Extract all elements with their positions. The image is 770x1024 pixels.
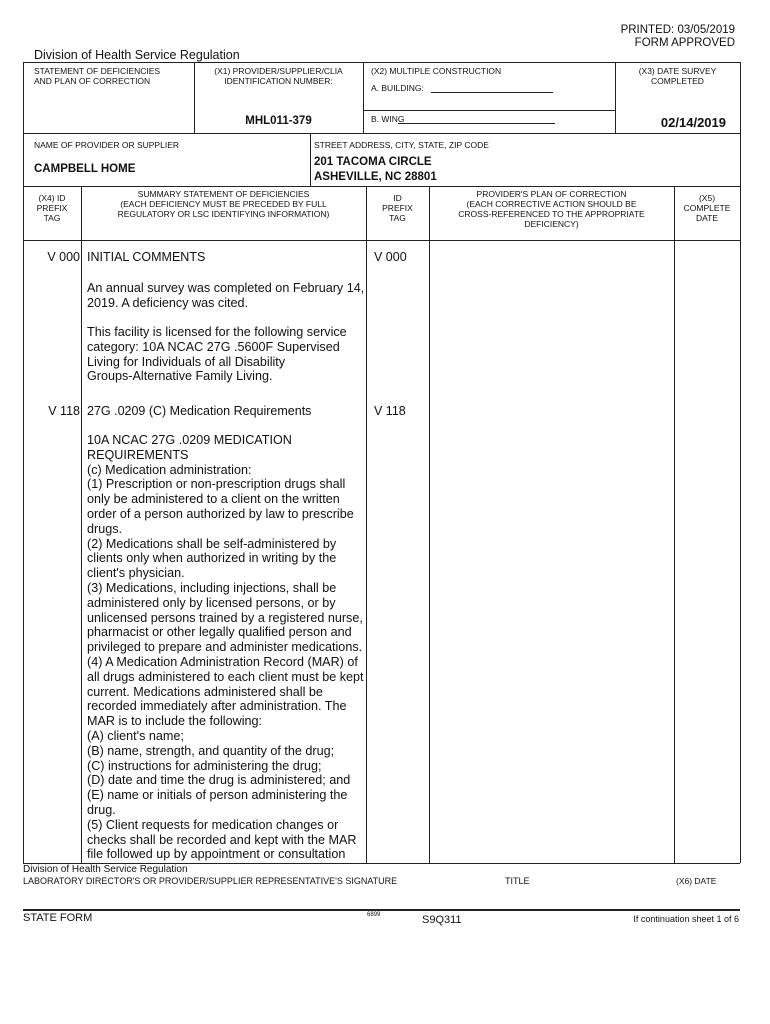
survey-date-value: 02/14/2019 xyxy=(660,115,726,130)
agency-name: Division of Health Service Regulation xyxy=(34,48,240,62)
state-form-label: STATE FORM xyxy=(23,912,93,924)
wing-label: B. WING xyxy=(371,114,405,124)
address-label: STREET ADDRESS, CITY, STATE, ZIP CODE xyxy=(314,140,489,150)
entry-tag: V 118 xyxy=(48,404,80,418)
paragraph-license: This facility is licensed for the following service category: 10A NCAC 27G .5600F Supervised Living for Individuals of all Disability Groups-Alternative Family Living. xyxy=(87,325,347,384)
signature-label: LABORATORY DIRECTOR'S OR PROVIDER/SUPPLIER REPRESENTATIVE'S SIGNATURE xyxy=(23,876,398,886)
printed-date: PRINTED: 03/05/2019 xyxy=(620,24,735,36)
date-label: (X6) DATE xyxy=(676,876,717,886)
statement-label: STATEMENT OF DEFICIENCIES AND PLAN OF CORRECTION xyxy=(34,66,161,86)
x5-header: (X5) COMPLETE DATE xyxy=(683,193,731,223)
form-code: 6899 xyxy=(367,912,381,918)
x3-label: (X3) DATE SURVEY COMPLETED xyxy=(638,66,717,86)
title-label: TITLE xyxy=(505,876,530,886)
x2-label: (X2) MULTIPLE CONSTRUCTION xyxy=(371,66,502,76)
entry-title: INITIAL COMMENTS xyxy=(87,250,206,264)
provider-id-value: MHL011-379 xyxy=(245,115,312,127)
continuation-sheet: If continuation sheet 1 of 6 xyxy=(633,914,739,924)
footer-divider xyxy=(23,909,740,911)
provider-name-value: CAMPBELL HOME xyxy=(34,163,136,175)
form-approved: FORM APPROVED xyxy=(634,37,735,49)
entry-tag-right: V 000 xyxy=(374,250,407,264)
entry-title: 27G .0209 (C) Medication Requirements xyxy=(87,404,312,418)
plan-header: PROVIDER'S PLAN OF CORRECTION (EACH CORRECTIVE ACTION SHOULD BE CROSS-REFERENCED TO THE APPROPRIATE DEFICIENCY) xyxy=(458,189,645,229)
id-prefix-header: ID PREFIX TAG xyxy=(382,193,413,223)
entry-tag: V 000 xyxy=(47,250,80,264)
paragraph-medication-rules: 10A NCAC 27G .0209 MEDICATION REQUIREMENTS (c) Medication administration: (1) Prescription or non-prescription drugs shall only be administered to a client on the written order of a person authorized by law to prescribe drugs. (2) Medications shall be self-administered by clients only when authorized in writing by the client's physician. (3) Medications, including injections, shall be administered only by licensed persons, or by unlicensed persons trained by a registered nurse, pharmacist or other legally qualified person and privileged to prepare and administer medications. (4) A Medication Administration Record (MAR) of all drugs administered to each client must be kept current. Medications administered shall be recorded immediately after administration. The MAR is to include the following: (A) client's name; (B) name, strength, and quantity of the drug; (C) instructions for administering the drug; (D) date and time the drug is administered; and (E) name or initials of person administering the drug. (5) Client requests for medication changes or checks shall be recorded and kept with the MAR file followed up by appointment or consultation xyxy=(87,433,364,862)
summary-header: SUMMARY STATEMENT OF DEFICIENCIES (EACH DEFICIENCY MUST BE PRECEDED BY FULL REGULATORY OR LSC IDENTIFYING INFORMATION) xyxy=(117,189,330,219)
provider-name-label: NAME OF PROVIDER OR SUPPLIER xyxy=(34,140,179,150)
paragraph-survey: An annual survey was completed on February 14, 2019. A deficiency was cited. xyxy=(87,281,365,310)
x4-header: (X4) ID PREFIX TAG xyxy=(36,193,68,223)
address-line2: ASHEVILLE, NC 28801 xyxy=(314,171,437,183)
x1-label: (X1) PROVIDER/SUPPLIER/CLIA IDENTIFICATION NUMBER: xyxy=(214,66,343,86)
building-blank-line xyxy=(431,92,553,93)
entry-tag-right: V 118 xyxy=(374,404,406,418)
wing-blank-line xyxy=(398,123,555,124)
event-id: S9Q311 xyxy=(422,914,462,926)
footer-agency: Division of Health Service Regulation xyxy=(23,864,188,875)
building-label: A. BUILDING: xyxy=(371,83,424,93)
address-line1: 201 TACOMA CIRCLE xyxy=(314,156,432,168)
